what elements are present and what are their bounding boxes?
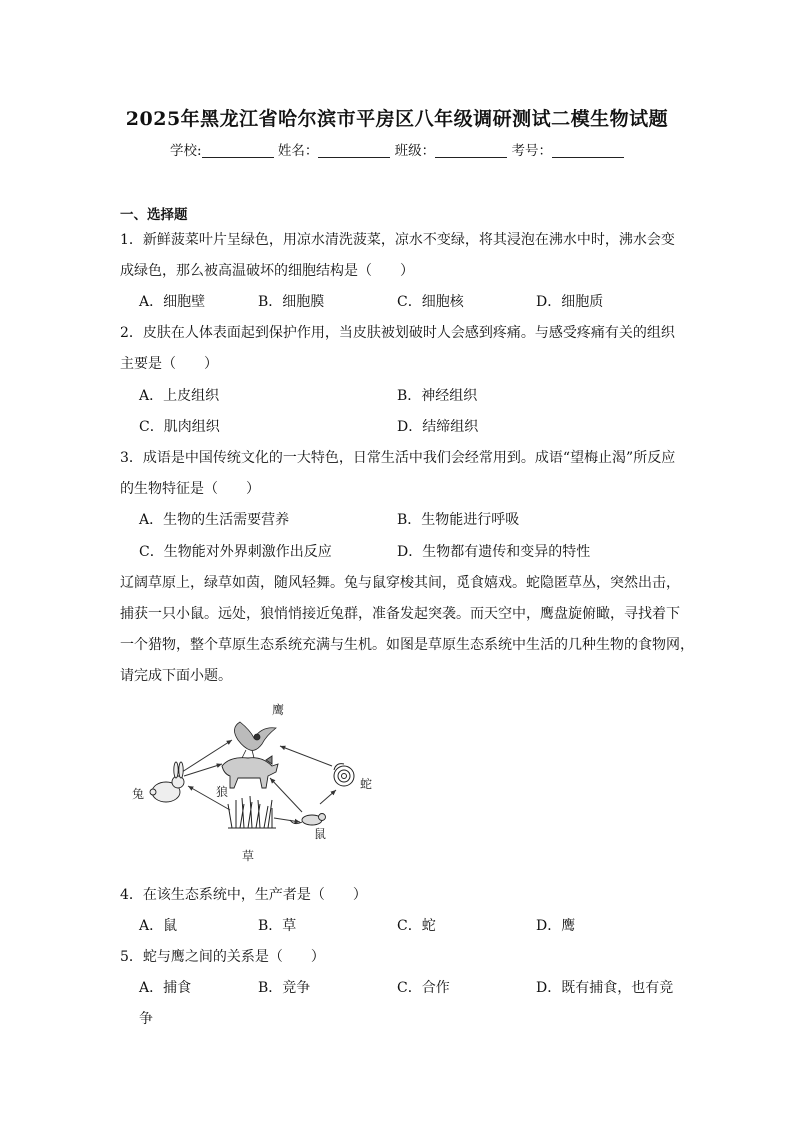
q5-option-d-wrap: 争 [139,1011,153,1027]
q3-option-d[interactable]: D．生物都有遗传和变异的特性 [397,544,591,560]
exam-no-blank[interactable] [552,143,624,158]
q4-stem: 4．在该生态系统中，生产者是（ ） [120,887,367,903]
mouse-icon [290,814,326,826]
arrow-rabbit-to-wolf [184,764,222,776]
q5-option-a[interactable]: A．捕食 [139,980,192,996]
q1-option-b[interactable]: B．细胞膜 [258,294,325,310]
q1-stem-line1: 1．新鲜菠菜叶片呈绿色，用凉水清洗菠菜，凉水不变绿，将其浸泡在沸水中时，沸水会变 [120,232,675,248]
arrow-grass-to-mouse [274,818,300,822]
label-mouse: 鼠 [314,827,327,841]
arrow-snake-to-eagle [280,746,332,766]
q3-stem-line2: 的生物特征是（ ） [120,481,260,497]
class-blank[interactable] [435,143,507,158]
arrow-mouse-to-wolf [270,778,302,812]
q2-option-d[interactable]: D．结缔组织 [397,419,479,435]
food-web-figure [126,700,386,868]
passage-line-4: 请完成下面小题。 [120,668,232,684]
name-label: 姓名： [277,143,319,159]
school-label: 学校: [170,143,202,159]
q2-option-b[interactable]: B．神经组织 [397,388,478,404]
q3-option-a[interactable]: A．生物的生活需要营养 [139,512,290,528]
label-rabbit: 兔 [132,787,145,801]
eagle-icon [234,722,276,758]
q5-option-d[interactable]: D．既有捕食，也有竞 [536,980,674,996]
passage-line-3: 一个猎物，整个草原生态系统充满与生机。如图是草原生态系统中生活的几种生物的食物网， [120,637,694,653]
q4-option-a[interactable]: A．鼠 [139,918,178,934]
q4-option-c[interactable]: C．蛇 [397,918,436,934]
label-snake: 蛇 [360,777,373,791]
q4-option-d[interactable]: D．鹰 [536,918,576,934]
q1-option-c[interactable]: C．细胞核 [397,294,464,310]
q3-option-b[interactable]: B．生物能进行呼吸 [397,512,520,528]
q1-option-a[interactable]: A．细胞壁 [139,294,206,310]
q2-stem-line2: 主要是（ ） [120,356,218,372]
q1-stem-line2: 成绿色，那么被高温破坏的细胞结构是（ ） [120,263,414,279]
label-wolf: 狼 [216,785,229,799]
q5-stem: 5．蛇与鹰之间的关系是（ ） [120,949,325,965]
q2-option-a[interactable]: A．上皮组织 [139,388,220,404]
q4-option-b[interactable]: B．草 [258,918,297,934]
student-info-line [0,139,794,159]
snake-icon [334,764,354,786]
wolf-icon [222,756,278,788]
name-blank[interactable] [318,143,390,158]
rabbit-icon [150,762,184,802]
q5-option-b[interactable]: B．竞争 [258,980,311,996]
passage-line-2: 捕获一只小鼠。远处，狼悄悄接近兔群，准备发起突袭。而天空中，鹰盘旋俯瞰，寻找着下 [120,606,680,622]
exam-no-label: 考号： [511,143,552,159]
label-eagle: 鹰 [272,703,285,717]
passage-line-1: 辽阔草原上，绿草如茵，随风轻舞。兔与鼠穿梭其间，觅食嬉戏。蛇隐匿草丛，突然出击， [120,575,680,591]
q3-option-c[interactable]: C．生物能对外界刺激作出反应 [139,544,332,560]
section-title: 一、选择题 [120,207,188,223]
label-grass: 草 [242,849,255,863]
q5-option-c[interactable]: C．合作 [397,980,450,996]
class-label: 班级： [394,143,436,159]
q2-stem-line1: 2．皮肤在人体表面起到保护作用，当皮肤被划破时人会感到疼痛。与感受疼痛有关的组织 [120,325,675,341]
grass-icon [228,796,276,828]
q1-option-d[interactable]: D．细胞质 [536,294,604,310]
page-title: 2025年黑龙江省哈尔滨市平房区八年级调研测试二模生物试题 [125,108,669,130]
q2-option-c[interactable]: C．肌肉组织 [139,419,220,435]
school-blank[interactable] [202,143,274,158]
q3-stem-line1: 3．成语是中国传统文化的一大特色，日常生活中我们会经常用到。成语“望梅止渴”所反应 [120,450,676,466]
arrow-mouse-to-snake [320,790,336,804]
